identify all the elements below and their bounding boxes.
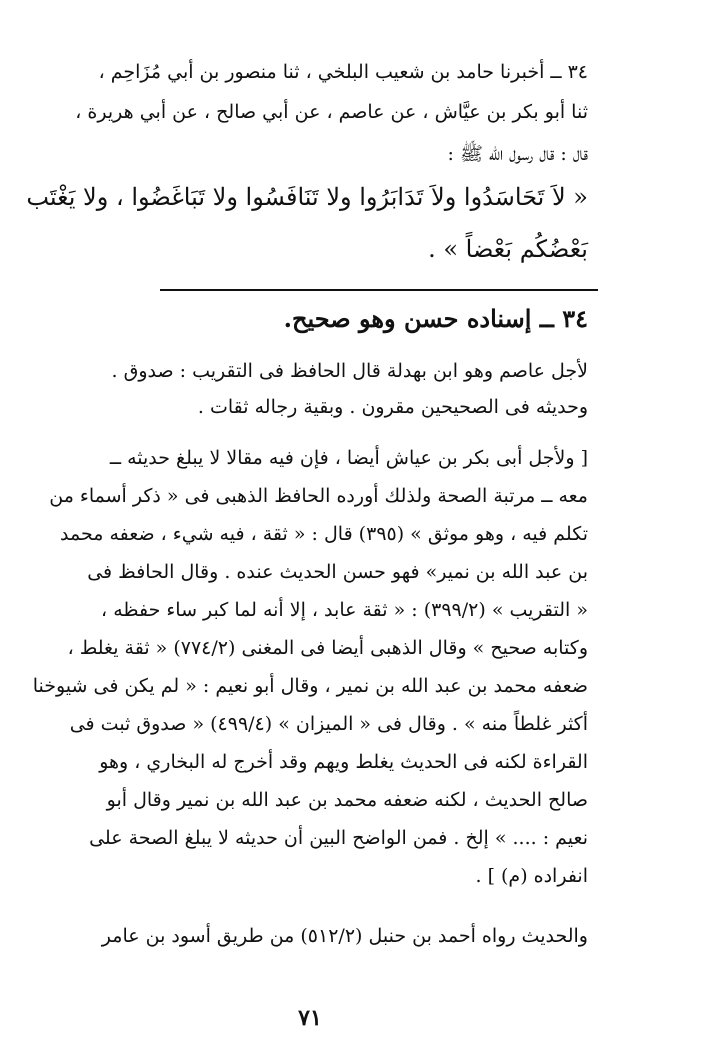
note-line: القراءة لكنه فى الحديث يغلط ويهم وقد أخرج له البخاري ، وهو xyxy=(99,751,588,773)
note-line: أكثر غلطاً منه » . وقال فى « الميزان » (٤٩٩/٤) « صدوق ثبت فى xyxy=(69,713,588,735)
hadith-quote-line-1: « لاَ تَحَاسَدُوا ولاَ تَدَابَرُوا ولا تَنَافَسُوا ولا تَبَاغَضُوا ، ولا يَغْتَب xyxy=(26,183,588,211)
footer-commentary-line: والحديث رواه أحمد بن حنبل (٥١٢/٢) من طريق أسود بن عامر xyxy=(101,925,588,947)
note-line: بن عبد الله بن نمير» فهو حسن الحديث عنده . وقال الحافظ فى xyxy=(87,561,588,583)
note-line: [ ولأجل أبى بكر بن عياش أيضا ، فإن فيه مقالا لا يبلغ حديثه ــ xyxy=(109,447,588,469)
note-line: نعيم : .... » إلخ . فمن الواضح البين أن حديثه لا يبلغ الصحة على xyxy=(89,827,588,849)
section-heading: ٣٤ ــ إسناده حسن وهو صحيح. xyxy=(283,304,588,333)
note-line: معه ــ مرتبة الصحة ولذلك أورده الحافظ الذهبى فى « ذكر أسماء من xyxy=(49,485,588,507)
commentary-line-2: وحديثه فى الصحيحين مقرون . وبقية رجاله ثقات . xyxy=(197,396,588,418)
commentary-line-1: لأجل عاصم وهو ابن بهدلة قال الحافظ فى التقريب : صدوق . xyxy=(111,360,588,382)
note-line: ضعفه محمد بن عبد الله بن نمير ، وقال أبو نعيم : « لم يكن فى شيوخنا xyxy=(32,675,588,697)
note-line: « التقريب » (٣٩٩/٢) : « ثقة عابد ، إلا أنه لما كبر ساء حفظه ، xyxy=(101,599,588,621)
hadith-line-2: ثنا أبو بكر بن عيَّاش ، عن عاصم ، عن أبي صالح ، عن أبي هريرة ، xyxy=(75,101,588,123)
section-divider xyxy=(160,289,598,291)
note-line: وكتابه صحيح » وقال الذهبى أيضا فى المغنى (٧٧٤/٢) « ثقة يغلط ، xyxy=(67,637,588,659)
note-line: تكلم فيه ، وهو موثق » (٣٩٥) قال : « ثقة ، فيه شيء ، ضعفه محمد xyxy=(60,523,588,545)
hadith-quote-line-2: بَعْضُكُم بَعْضاً » . xyxy=(428,235,588,263)
hadith-line-1: ٣٤ ــ أخبرنا حامد بن شعيب البلخي ، ثنا منصور بن أبي مُزَاحِم ، xyxy=(98,61,588,83)
hadith-line-3: قال : قال رسول الله ﷺ : xyxy=(447,143,588,165)
note-line: انفراده (م) ] . xyxy=(475,865,588,887)
page-number: ٧١ xyxy=(298,1005,322,1031)
note-line: صالح الحديث ، لكنه ضعفه محمد بن عبد الله بن نمير وقال أبو xyxy=(106,789,588,811)
